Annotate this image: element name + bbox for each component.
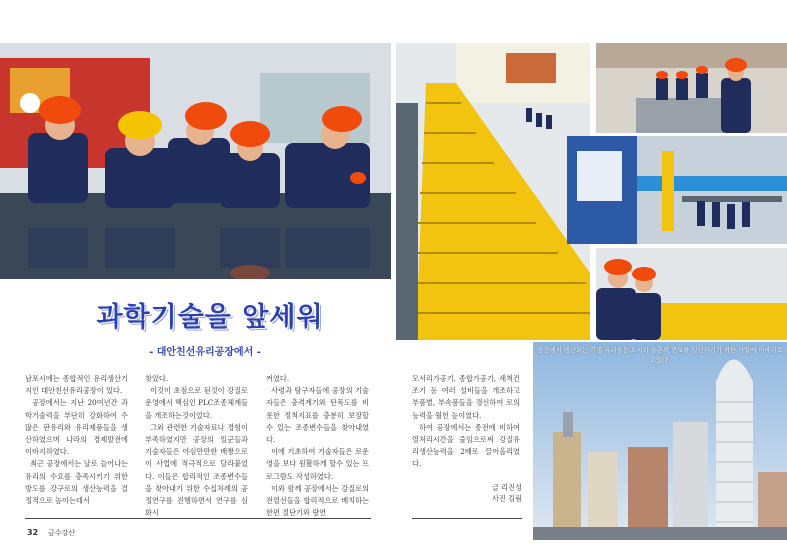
page-number: 32 <box>27 528 39 537</box>
byline-photographer: 사진 김림 <box>491 494 522 503</box>
body-column-1: 남포시에는 종합적인 유리생산기지인 대안친선유리공장이 있다. 공장에서는 지난 20여년간 과학기술력을 부단히 강화하여 수많은 판유리와 유리제품들을 생산하였으며 나라의 경제발전에 이바지하였다. 최근 공장에서는 날로 늘어나는 유리의 수요를 충족시키기 위한 방도를 강구로의 생산능력을 결정적으로 높이는데서 <box>25 374 128 506</box>
workers-photo <box>0 43 391 279</box>
body-column-2: 찾았다. 이것이 초점으로 된것이 강질로운영에서 핵심인 PLC조종체계들을 개조하는것이었다. 그와 관련한 기술자료나 경험이 부족하였지만 공장의 일군들과 기술자들은 야심만만한 배짱으로 이 사업에 적극적으로 달라붙었다. 이들은 합리적인 조종변수들을 찾아내기 위한 수십차례의 공정연구를 진행하면서 연구를 심화시 <box>145 374 248 518</box>
footer-rule-left <box>25 518 371 519</box>
article-subtitle: - 대안친선유리공장에서 - <box>149 347 261 358</box>
footer-rule-right <box>412 518 522 519</box>
machinery-photo <box>567 136 787 244</box>
byline-writer: 글 리진성 <box>491 483 522 492</box>
body-column-3: 켜였다. 사령과 탐구자들에 공장의 기술자들은 충격계기와 탄목도를 비롯한 정척지표를 충분히 보장할수 있는 조종변수들을 찾아내였다. 이에 기초하여 기술자들은 로운영을 보다 원활하게 할수 있는 프로그람도 작성하였다. 이와 함께 공장에서는 강질로의 전열선들을 합리적으로 배치하는 한편 절단기와 랑연 <box>266 374 369 518</box>
city-skyline-photo <box>533 342 787 540</box>
body-column-4: 모서리가공기, 종합가공기, 세척건조기 등 여러 설비들을 개조하고 부품별, 부속품들을 갱신하여 로의 능력을 월헌 높이였다. 하여 공장에서는 종전에 비하여 열처리시간을 줄임으로써 강질유리생산능력을 2배로 끌어올리였다. <box>412 374 520 469</box>
control-room-photo <box>596 43 787 133</box>
inspection-photo <box>596 248 787 340</box>
magazine-name: 금수강산 <box>48 529 76 537</box>
city-photo-caption: 공장에서 생산되는 각종 유리들은 도시와 농촌의 면모를 일신시키기 위한 사업에 이바지로고있다. <box>537 347 783 364</box>
article-title: 과학기술을 앞세워 <box>96 302 324 333</box>
production-line-photo <box>396 43 590 340</box>
